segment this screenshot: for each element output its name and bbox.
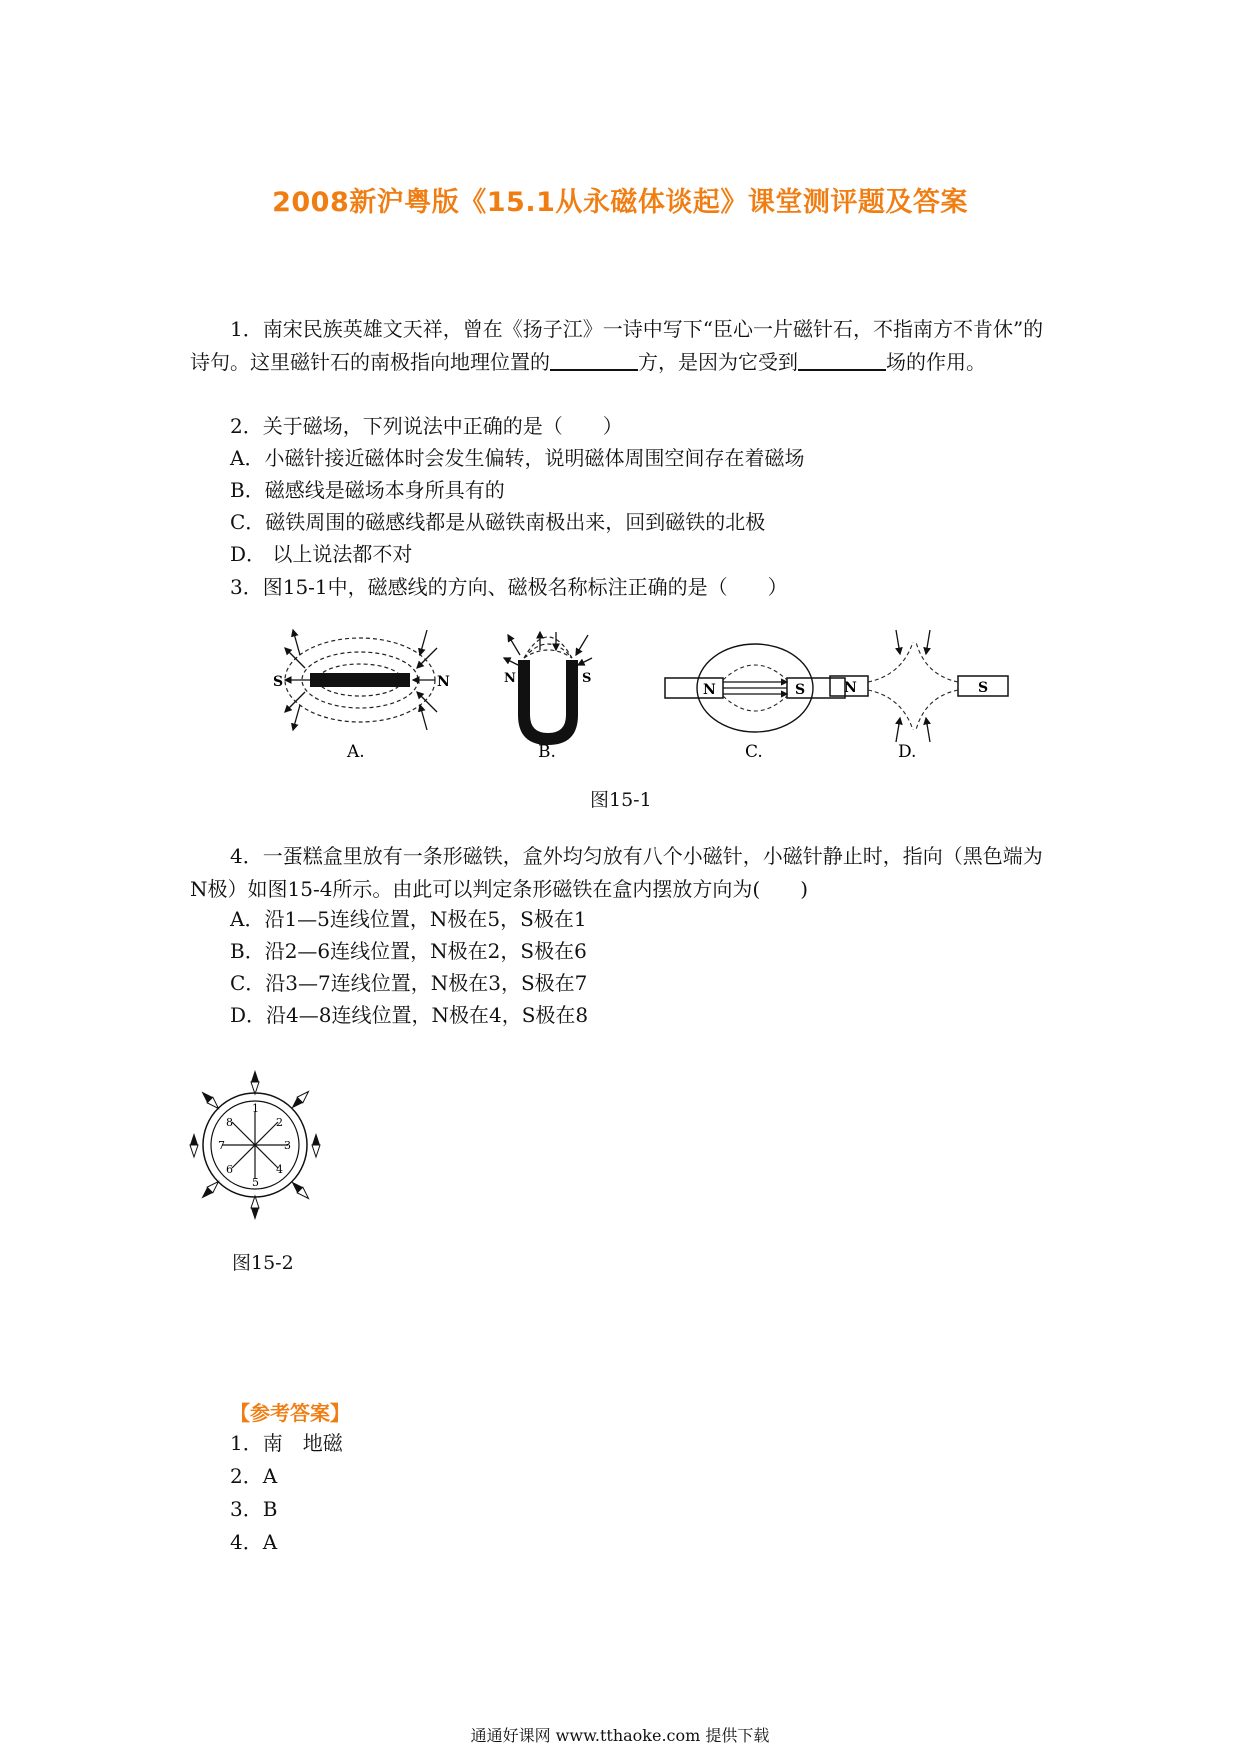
dial-number-7: 7	[218, 1139, 225, 1152]
figure-c-s-label: S	[795, 682, 806, 698]
answer-blank-1	[550, 349, 638, 371]
figure-d-like-poles	[830, 630, 1008, 762]
answer-1: 1．南 地磁	[230, 1431, 343, 1455]
question-2-stem: 2．关于磁场，下列说法中正确的是（ ）	[230, 414, 623, 438]
figure-c-label: C.	[745, 742, 763, 762]
answer-blank-2	[798, 349, 886, 371]
question-4-option-c: C．沿3—7连线位置，N极在3，S极在7	[230, 971, 588, 995]
figure-d-caption-label: D.	[898, 742, 917, 762]
figure-a-s-label: S	[273, 674, 284, 690]
compass-needle-8	[199, 1089, 222, 1112]
question-3-stem: 3．图15-1中，磁感线的方向、磁极名称标注正确的是（ ）	[230, 575, 788, 599]
question-4-stem: 4．一蛋糕盒里放有一条形磁铁，盒外均匀放有八个小磁针，小磁针静止时，指向（黑色端为N极）如图15-4所示。由此可以判定条形磁铁在盒内摆放方向为( )	[190, 844, 1043, 901]
figure-15-2	[180, 1070, 330, 1220]
compass-needle-4	[289, 1179, 312, 1202]
question-2-option-c: C．磁铁周围的磁感线都是从磁铁南极出来，回到磁铁的北极	[230, 510, 766, 534]
question-4-option-b: B．沿2—6连线位置，N极在2，S极在6	[230, 939, 587, 963]
figure-15-2-caption: 图15-2	[232, 1252, 294, 1274]
compass-needle-1	[251, 1070, 259, 1094]
dial-number-4: 4	[276, 1163, 283, 1176]
answer-4: 4．A	[230, 1530, 278, 1554]
figure-b-s-label: S	[582, 671, 592, 686]
figure-15-1-caption: 图15-1	[590, 789, 652, 811]
dial-number-5: 5	[252, 1176, 259, 1189]
document-title: 2008新沪粤版《15.1从永磁体谈起》课堂测评题及答案	[272, 187, 968, 218]
figure-d-n-label: N	[844, 680, 857, 696]
compass-needle-6	[199, 1179, 222, 1202]
figure-a-n-label: N	[437, 674, 450, 690]
question-1	[190, 313, 1060, 379]
answer-3: 3．B	[230, 1497, 278, 1521]
question-2-option-d: D． 以上说法都不对	[230, 542, 413, 566]
dial-number-1: 1	[252, 1102, 259, 1115]
compass-needle-7	[190, 1133, 198, 1157]
dial-number-2: 2	[276, 1116, 283, 1129]
figure-b-u-magnet	[504, 632, 592, 762]
question-4-option-d: D．沿4—8连线位置，N极在4，S极在8	[230, 1003, 589, 1027]
answer-2: 2．A	[230, 1464, 278, 1488]
dial-number-6: 6	[226, 1163, 233, 1176]
question-1-text-2: 方，是因为它受到	[638, 350, 798, 374]
figure-c-opposite-poles	[665, 644, 845, 762]
figure-15-1	[265, 620, 1025, 765]
compass-needle-5	[251, 1196, 259, 1220]
footer-source: 通通好课网 www.tthaoke.com 提供下载	[470, 1726, 770, 1745]
figure-a-label: A.	[347, 742, 365, 762]
figure-c-n-label: N	[703, 682, 716, 698]
question-2-option-b: B．磁感线是磁场本身所具有的	[230, 478, 505, 502]
figure-a-bar-magnet	[273, 630, 450, 762]
dial-number-8: 8	[226, 1116, 233, 1129]
figure-b-label: B.	[538, 742, 556, 762]
question-1-text-1: 1．南宋民族英雄文天祥，曾在《扬子江》一诗中写下“臣心一片磁针石，不指南方不肯休”的诗句。这里磁针石的南极指向地理位置的	[190, 317, 1044, 374]
question-4-option-a: A．沿1—5连线位置，N极在5，S极在1	[230, 907, 587, 931]
dial-number-3: 3	[284, 1139, 291, 1152]
compass-needle-2	[289, 1089, 312, 1112]
figure-b-n-label: N	[504, 671, 516, 686]
figure-d-s-label: S	[978, 680, 989, 696]
question-1-text-3: 场的作用。	[886, 350, 986, 374]
answers-title: 【参考答案】	[230, 1401, 350, 1425]
compass-needle-3	[312, 1133, 320, 1157]
question-2-option-a: A．小磁针接近磁体时会发生偏转，说明磁体周围空间存在着磁场	[230, 446, 805, 470]
